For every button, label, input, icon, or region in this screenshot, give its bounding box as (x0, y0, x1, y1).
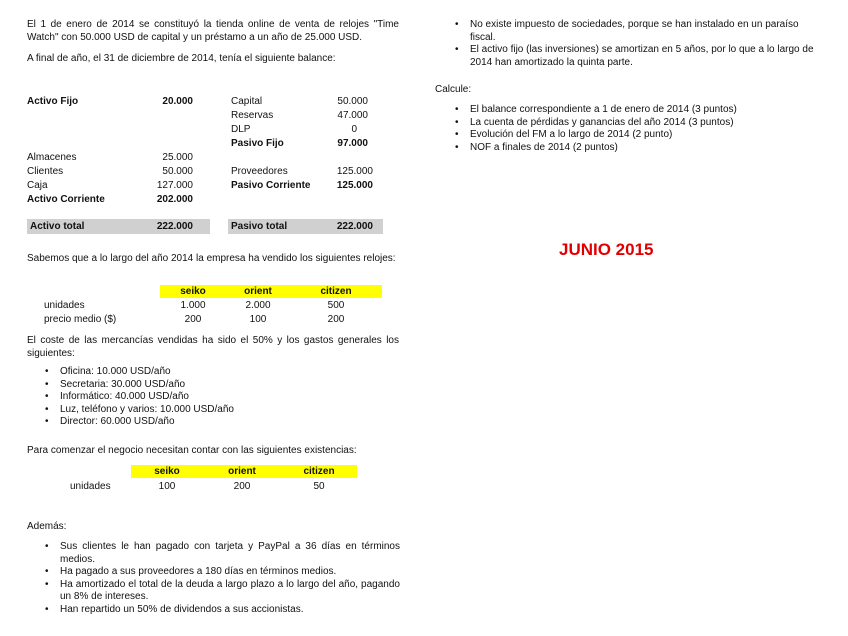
caja-label: Caja (27, 180, 48, 191)
proveedores-value: 125.000 (336, 166, 373, 177)
balance-intro: A final de año, el 31 de diciembre de 2014, tenía el siguiente balance: (27, 53, 336, 64)
sales-intro: Sabemos que a lo largo del año 2014 la empresa ha vendido los siguientes relojes: (27, 253, 396, 264)
clientes-value: 50.000 (162, 166, 193, 177)
pasivo-corriente-label: Pasivo Corriente (231, 180, 311, 191)
list-item: • El balance correspondiente a 1 de enero de 2014 (3 puntos) (450, 104, 825, 117)
calcule-label: Calcule: (435, 84, 472, 95)
caja-value: 127.000 (156, 180, 193, 191)
list-item: • Luz, teléfono y varios: 10.000 USD/año (40, 404, 400, 417)
sales-header-orient: orient (244, 286, 272, 297)
costs-intro: El coste de las mercancías vendidas ha sido el 50% y los gastos generales los siguientes: (27, 335, 399, 359)
pasivo-total-row (228, 219, 383, 234)
clientes-label: Clientes (27, 166, 64, 177)
ademas-label: Además: (27, 521, 67, 532)
list-item: • No existe impuesto de sociedades, porque se han instalado en un paraíso fiscal. (450, 19, 825, 44)
stock-cell: 200 (233, 481, 251, 492)
list-item: • Evolución del FM a lo largo de 2014 (2 punto) (450, 129, 825, 142)
sales-row-label: unidades (44, 300, 85, 311)
ademas-list (40, 541, 400, 616)
capital-label: Capital (231, 96, 263, 107)
costs-list (40, 366, 400, 429)
sales-header-seiko: seiko (180, 286, 206, 297)
sales-cell: 1.000 (180, 300, 206, 311)
pasivo-fijo-value: 97.000 (337, 138, 368, 149)
intro-paragraph: El 1 de enero de 2014 se constituyó la tienda online de venta de relojes "Time Watch" con 50.000 USD de capital y un préstamo a un año de 25.000 USD. (27, 19, 399, 43)
activo-total-value: 222.000 (156, 221, 193, 232)
activo-fijo-value: 20.000 (162, 96, 193, 107)
stock-header-seiko: seiko (154, 466, 180, 477)
list-item: • Informático: 40.000 USD/año (40, 391, 400, 404)
list-item: • La cuenta de pérdidas y ganancias del año 2014 (3 puntos) (450, 117, 825, 130)
pasivo-fijo-label: Pasivo Fijo (231, 138, 284, 149)
proveedores-label: Proveedores (231, 166, 288, 177)
reservas-label: Reservas (231, 110, 274, 121)
notes-list (450, 19, 825, 69)
pasivo-corriente-value: 125.000 (336, 180, 373, 191)
sales-header-row (160, 285, 382, 298)
dlp-label: DLP (231, 124, 251, 135)
almacenes-value: 25.000 (162, 152, 193, 163)
sales-cell: 2.000 (245, 300, 271, 311)
exam-title: JUNIO 2015 (559, 240, 654, 259)
reservas-value: 47.000 (337, 110, 368, 121)
stock-row-label: unidades (70, 481, 111, 492)
list-item: • Sus clientes le han pagado con tarjeta y PayPal a 36 días en términos medios. (40, 541, 400, 566)
pasivo-total-label: Pasivo total (231, 221, 288, 232)
stock-cell: 100 (158, 481, 176, 492)
list-item: • Han repartido un 50% de dividendos a sus accionistas. (40, 604, 400, 617)
stock-cell: 50 (313, 481, 325, 492)
tasks-list (450, 104, 825, 154)
activo-total-label: Activo total (30, 221, 85, 232)
sales-cell: 200 (327, 314, 345, 325)
list-item: • Director: 60.000 USD/año (40, 416, 400, 429)
list-item: • Secretaria: 30.000 USD/año (40, 379, 400, 392)
list-item: • Ha amortizado el total de la deuda a largo plazo a lo largo del año, pagando un 8% de intereses. (40, 579, 400, 604)
activo-corriente-label: Activo Corriente (27, 194, 105, 205)
sales-cell: 200 (184, 314, 202, 325)
activo-total-row (27, 219, 210, 234)
stock-header-row (131, 465, 357, 478)
stock-intro: Para comenzar el negocio necesitan contar con las siguientes existencias: (27, 445, 357, 456)
sales-cell: 500 (327, 300, 345, 311)
stock-header-citizen: citizen (303, 466, 335, 477)
sales-row-label: precio medio ($) (44, 314, 117, 325)
pasivo-total-value: 222.000 (336, 221, 373, 232)
list-item: • Ha pagado a sus proveedores a 180 días en términos medios. (40, 566, 400, 579)
stock-header-orient: orient (228, 466, 256, 477)
dlp-value: 0 (351, 124, 357, 135)
list-item: • NOF a finales de 2014 (2 puntos) (450, 142, 825, 155)
sales-cell: 100 (249, 314, 267, 325)
activo-fijo-label: Activo Fijo (27, 96, 79, 107)
capital-value: 50.000 (337, 96, 368, 107)
activo-corriente-value: 202.000 (156, 194, 193, 205)
list-item: • El activo fijo (las inversiones) se amortizan en 5 años, por lo que a lo largo de 2014 han amortizado la quinta parte. (450, 44, 825, 69)
sales-header-citizen: citizen (320, 286, 352, 297)
list-item: • Oficina: 10.000 USD/año (40, 366, 400, 379)
almacenes-label: Almacenes (27, 152, 77, 163)
